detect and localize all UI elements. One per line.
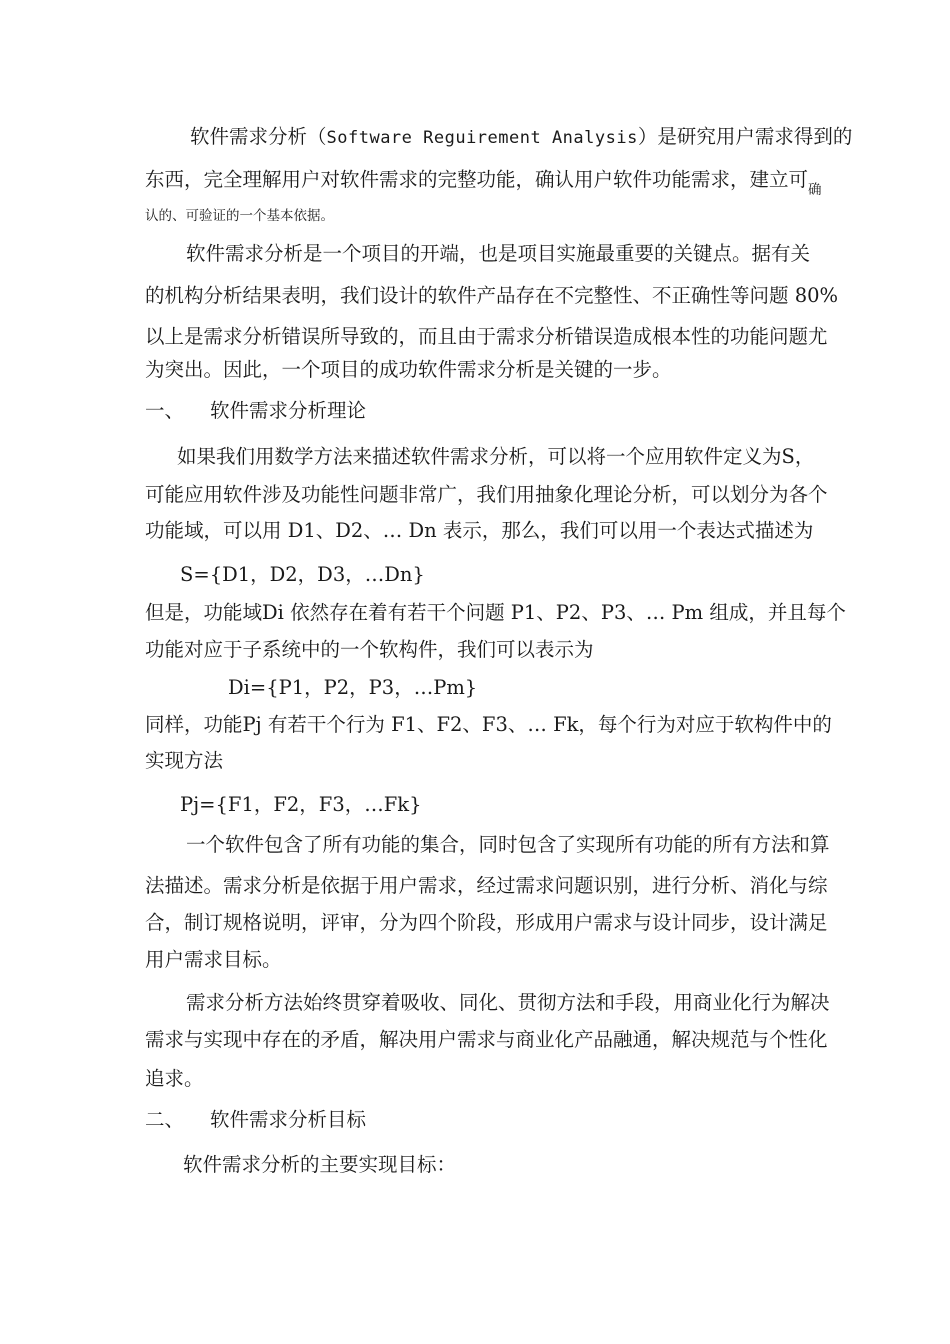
paragraph-2-line-3: 以上是需求分析错误所导致的，而且由于需求分析错误造成根本性的功能问题尤 [145,325,828,348]
paragraph-1-line-2: 东西，完全理解用户对软件需求的完整功能，确认用户软件功能需求，建立可$_确$ [145,168,822,198]
paragraph-6-line-4: 用户需求目标。 [145,948,282,971]
section-title: 软件需求分析目标 [210,1108,367,1131]
paragraph-2-line-2: 的机构分析结果表明，我们设计的软件产品存在不完整性、不正确性等问题 80% [145,284,839,307]
paragraph-6-line-3: 合，制订规格说明，评审，分为四个阶段，形成用户需求与设计同步，设计满足 [145,911,828,934]
paragraph-6-line-2: 法描述。需求分析是依据于用户需求，经过需求问题识别，进行分析、消化与综 [145,874,828,897]
paragraph-5-line-2: 实现方法 [145,749,224,772]
section-heading-1 [145,398,366,424]
section-heading-2 [145,1107,366,1133]
paragraph-7-line-1: 需求分析方法始终贯穿着吸收、同化、贯彻方法和手段，用商业化行为解决 [186,991,830,1014]
section-number: 一、 [145,399,185,422]
paragraph-8-line-1: 软件需求分析的主要实现目标： [183,1153,457,1176]
section-number: 二、 [145,1108,185,1131]
paragraph-3-line-3: 功能域，可以用 D1、D2、… Dn 表示，那么，我们可以用一个表达式描述为 [145,519,814,542]
formula-1: S={D1，D2，D3，…Dn} [180,563,425,586]
paragraph-3-line-2: 可能应用软件涉及功能性问题非常广，我们用抽象化理论分析，可以划分为各个 [145,483,828,506]
section-title: 软件需求分析理论 [210,399,367,422]
paragraph-6-line-1: 一个软件包含了所有功能的集合，同时包含了实现所有功能的所有方法和算 [186,833,830,856]
paragraph-5-line-1: 同样，功能Pj 有若干个行为 F1、F2、F3、… Fk，每个行为对应于软构件中的 [145,713,832,736]
paragraph-7-line-3: 追求。 [145,1067,204,1090]
paragraph-3-line-1: 如果我们用数学方法来描述软件需求分析，可以将一个应用软件定义为S， [177,445,815,468]
formula-3: Pj={F1，F2，F3，…Fk} [180,793,422,816]
paragraph-2-line-4: 为突出。因此，一个项目的成功软件需求分析是关键的一步。 [145,358,672,381]
paragraph-1-line-1: 软件需求分析（Software Reguirement Analysis）是研究用户需求得到的 [190,125,853,148]
paragraph-4-line-1: 但是，功能域Di 依然存在着有若干个问题 P1、P2、P3、… Pm 组成，并且每个 [145,601,846,624]
paragraph-4-line-2: 功能对应于子系统中的一个软构件，我们可以表示为 [145,638,594,661]
paragraph-2-line-1: 软件需求分析是一个项目的开端，也是项目实施最重要的关键点。据有关 [186,242,811,265]
formula-2: Di={P1，P2，P3，…Pm} [228,676,478,699]
paragraph-7-line-2: 需求与实现中存在的矛盾，解决用户需求与商业化产品融通，解决规范与个性化 [145,1028,828,1051]
paragraph-1-line-3: 认的、可验证的一个基本依据。 [145,208,334,224]
